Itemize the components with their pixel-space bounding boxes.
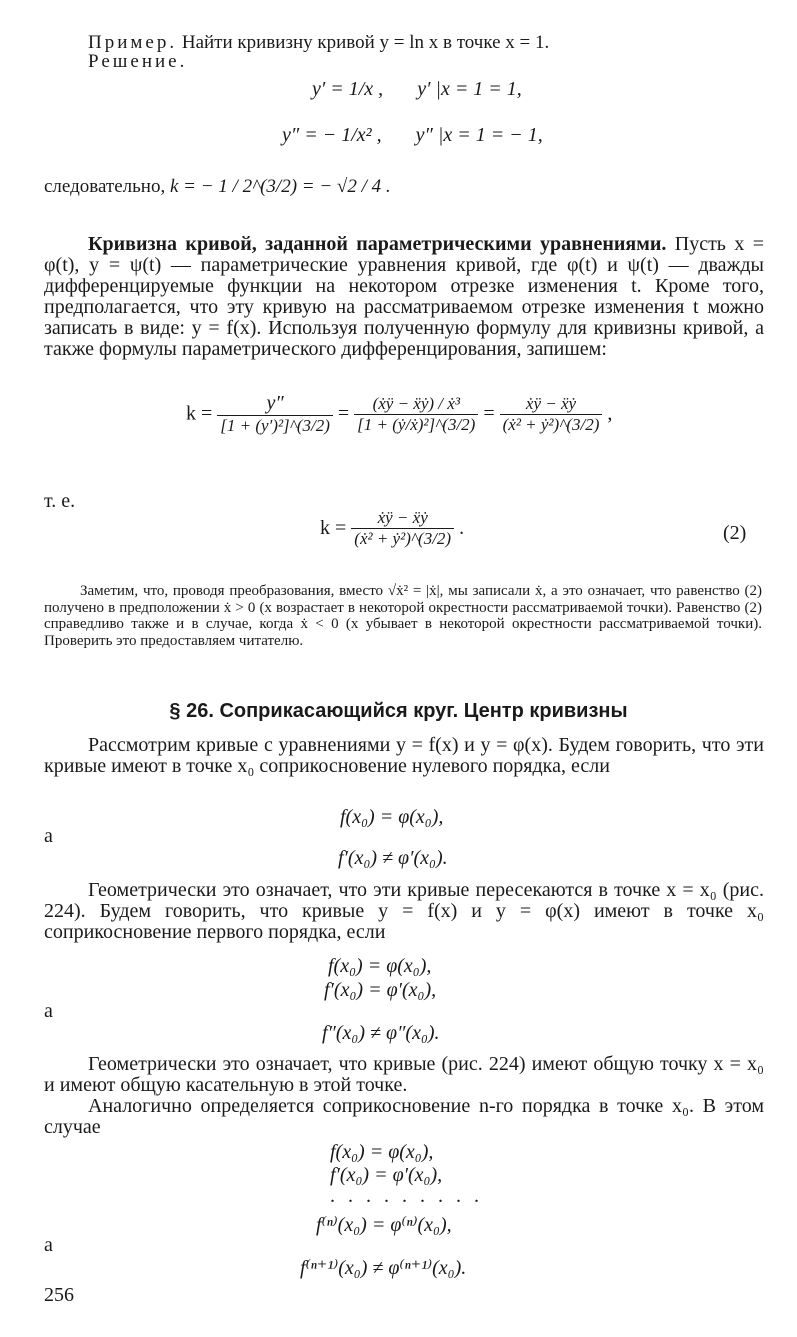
first-derivative-value: y′ |x = 1 = 1, [417, 78, 522, 100]
fraction-2-numerator: (ẋÿ − ẍẏ) / ẋ³ [354, 394, 478, 415]
second-derivative: y″ = − 1/x² , [282, 124, 382, 146]
example-deriv2 [282, 124, 543, 147]
equals-2: = [483, 402, 495, 425]
cond1-eq2: f′(x₀) = φ′(x₀), [324, 979, 437, 1001]
formula-2-fraction [351, 508, 454, 549]
comma: , [607, 402, 613, 425]
paragraph-2 [44, 880, 764, 943]
fraction-2 [354, 394, 478, 435]
formula-chain [186, 392, 612, 492]
paragraph-4-text: Аналогично определяется соприкосновение n-го порядка в точке x₀. В этом случае [44, 1095, 764, 1138]
fraction-3-numerator: ẋÿ − ẍẏ [500, 394, 603, 415]
fraction-1-denominator: [1 + (y′)²]^(3/2) [220, 416, 330, 435]
paragraph-1-text: Рассмотрим кривые с уравнениями y = f(x) и y = φ(x). Будем говорить, что эти кривые имеют в точке x₀ соприкосновение нулевого порядка, если [44, 734, 764, 777]
condn-a: а [44, 1234, 53, 1256]
curvature-result: k = − 1 / 2^(3/2) = − √2 / 4 . [169, 176, 391, 197]
example-result [44, 176, 391, 198]
section-heading: § 26. Соприкасающийся круг. Центр кривизны [169, 700, 628, 722]
example-deriv1 [312, 78, 522, 101]
paragraph-1 [44, 735, 764, 777]
cond1-a: а [44, 1000, 53, 1022]
formula-2 [320, 508, 464, 549]
page-number: 256 [44, 1284, 74, 1306]
note-text: Заметим, что, проводя преобразования, вместо √ẋ² = |ẋ|, мы записали ẋ, а это означает, что равенство (2) получено в предположении ẋ > 0 (x возрастает в некоторой окрестности рассматриваемой точки). Равенство (2) справедливо также и в случае, когда ẋ < 0 (x убывает в некоторой окрестности рассматриваемой точки). Проверить это предоставляем читателю. [44, 583, 762, 649]
cond1-eq1: f(x₀) = φ(x₀), [328, 955, 432, 977]
second-derivative-value: y″ |x = 1 = − 1, [415, 124, 543, 146]
k-symbol-2: k = [320, 517, 347, 539]
condn-eq3: f⁽ⁿ⁾(x₀) = φ⁽ⁿ⁾(x₀), [316, 1214, 452, 1236]
equals-1: = [337, 402, 350, 425]
condn-eq2: f′(x₀) = φ′(x₀), [330, 1164, 443, 1186]
condn-eq1: f(x₀) = φ(x₀), [330, 1141, 434, 1163]
paragraph-3-text: Геометрически это означает, что кривые (рис. 224) имеют общую точку x = x₀ и имеют общую касательную в этой точке. [44, 1053, 764, 1096]
period: . [459, 517, 465, 539]
therefore-word: следовательно, [44, 176, 166, 197]
param-paragraph [44, 234, 764, 360]
fraction-1-numerator: y″ [217, 392, 333, 416]
param-title: Кривизна кривой, заданной параметрическими уравнениями. [88, 233, 667, 255]
condn-dots: . . . . . . . . . [330, 1185, 483, 1207]
equation-number-2: (2) [723, 522, 747, 544]
paragraph-3 [44, 1054, 764, 1096]
fraction-1 [217, 392, 333, 436]
example-task: Найти кривизну кривой y = ln x в точке x = 1. [181, 32, 550, 53]
fraction-3-denominator: (ẋ² + ẏ²)^(3/2) [502, 414, 600, 434]
formula-2-numerator: ẋÿ − ẍẏ [351, 508, 454, 529]
condn-eq4: f⁽ⁿ⁺¹⁾(x₀) ≠ φ⁽ⁿ⁺¹⁾(x₀). [300, 1257, 467, 1279]
example-label: Пример. [88, 32, 178, 53]
k-symbol: k = [186, 402, 213, 425]
param-text: Пусть x = φ(t), y = ψ(t) — параметрические уравнения кривой, где φ(t) и ψ(t) — дважды дифференцируемые функции на некотором отрезке изменения t. Кроме того, предполагается, что эту кривую на рассматриваемом отрезке изменения t можно записать в виде: y = f(x). Используя полученную формулу для кривизны кривой, а также формулы параметрического дифференцирования, запишем: [44, 233, 764, 360]
fraction-2-denominator: [1 + (ẏ/ẋ)²]^(3/2) [357, 414, 476, 434]
paragraph-4 [44, 1096, 764, 1138]
fraction-3 [500, 394, 603, 435]
cond0-eq2: f′(x₀) ≠ φ′(x₀). [338, 847, 448, 869]
cond1-eq3: f″(x₀) ≠ φ″(x₀). [322, 1022, 440, 1044]
te-label: т. е. [44, 490, 76, 512]
first-derivative: y′ = 1/x , [312, 78, 384, 100]
note-paragraph [44, 583, 762, 649]
cond0-a: а [44, 825, 53, 847]
paragraph-2-text: Геометрически это означает, что эти кривые пересекаются в точке x = x₀ (рис. 224). Будем говорить, что кривые y = f(x) и y = φ(x) имеют в точке x₀ соприкосновение первого порядка, если [44, 879, 764, 943]
solution-label: Решение. [88, 51, 188, 72]
cond0-eq1: f(x₀) = φ(x₀), [340, 806, 444, 828]
formula-2-denominator: (ẋ² + ẏ²)^(3/2) [354, 529, 452, 548]
